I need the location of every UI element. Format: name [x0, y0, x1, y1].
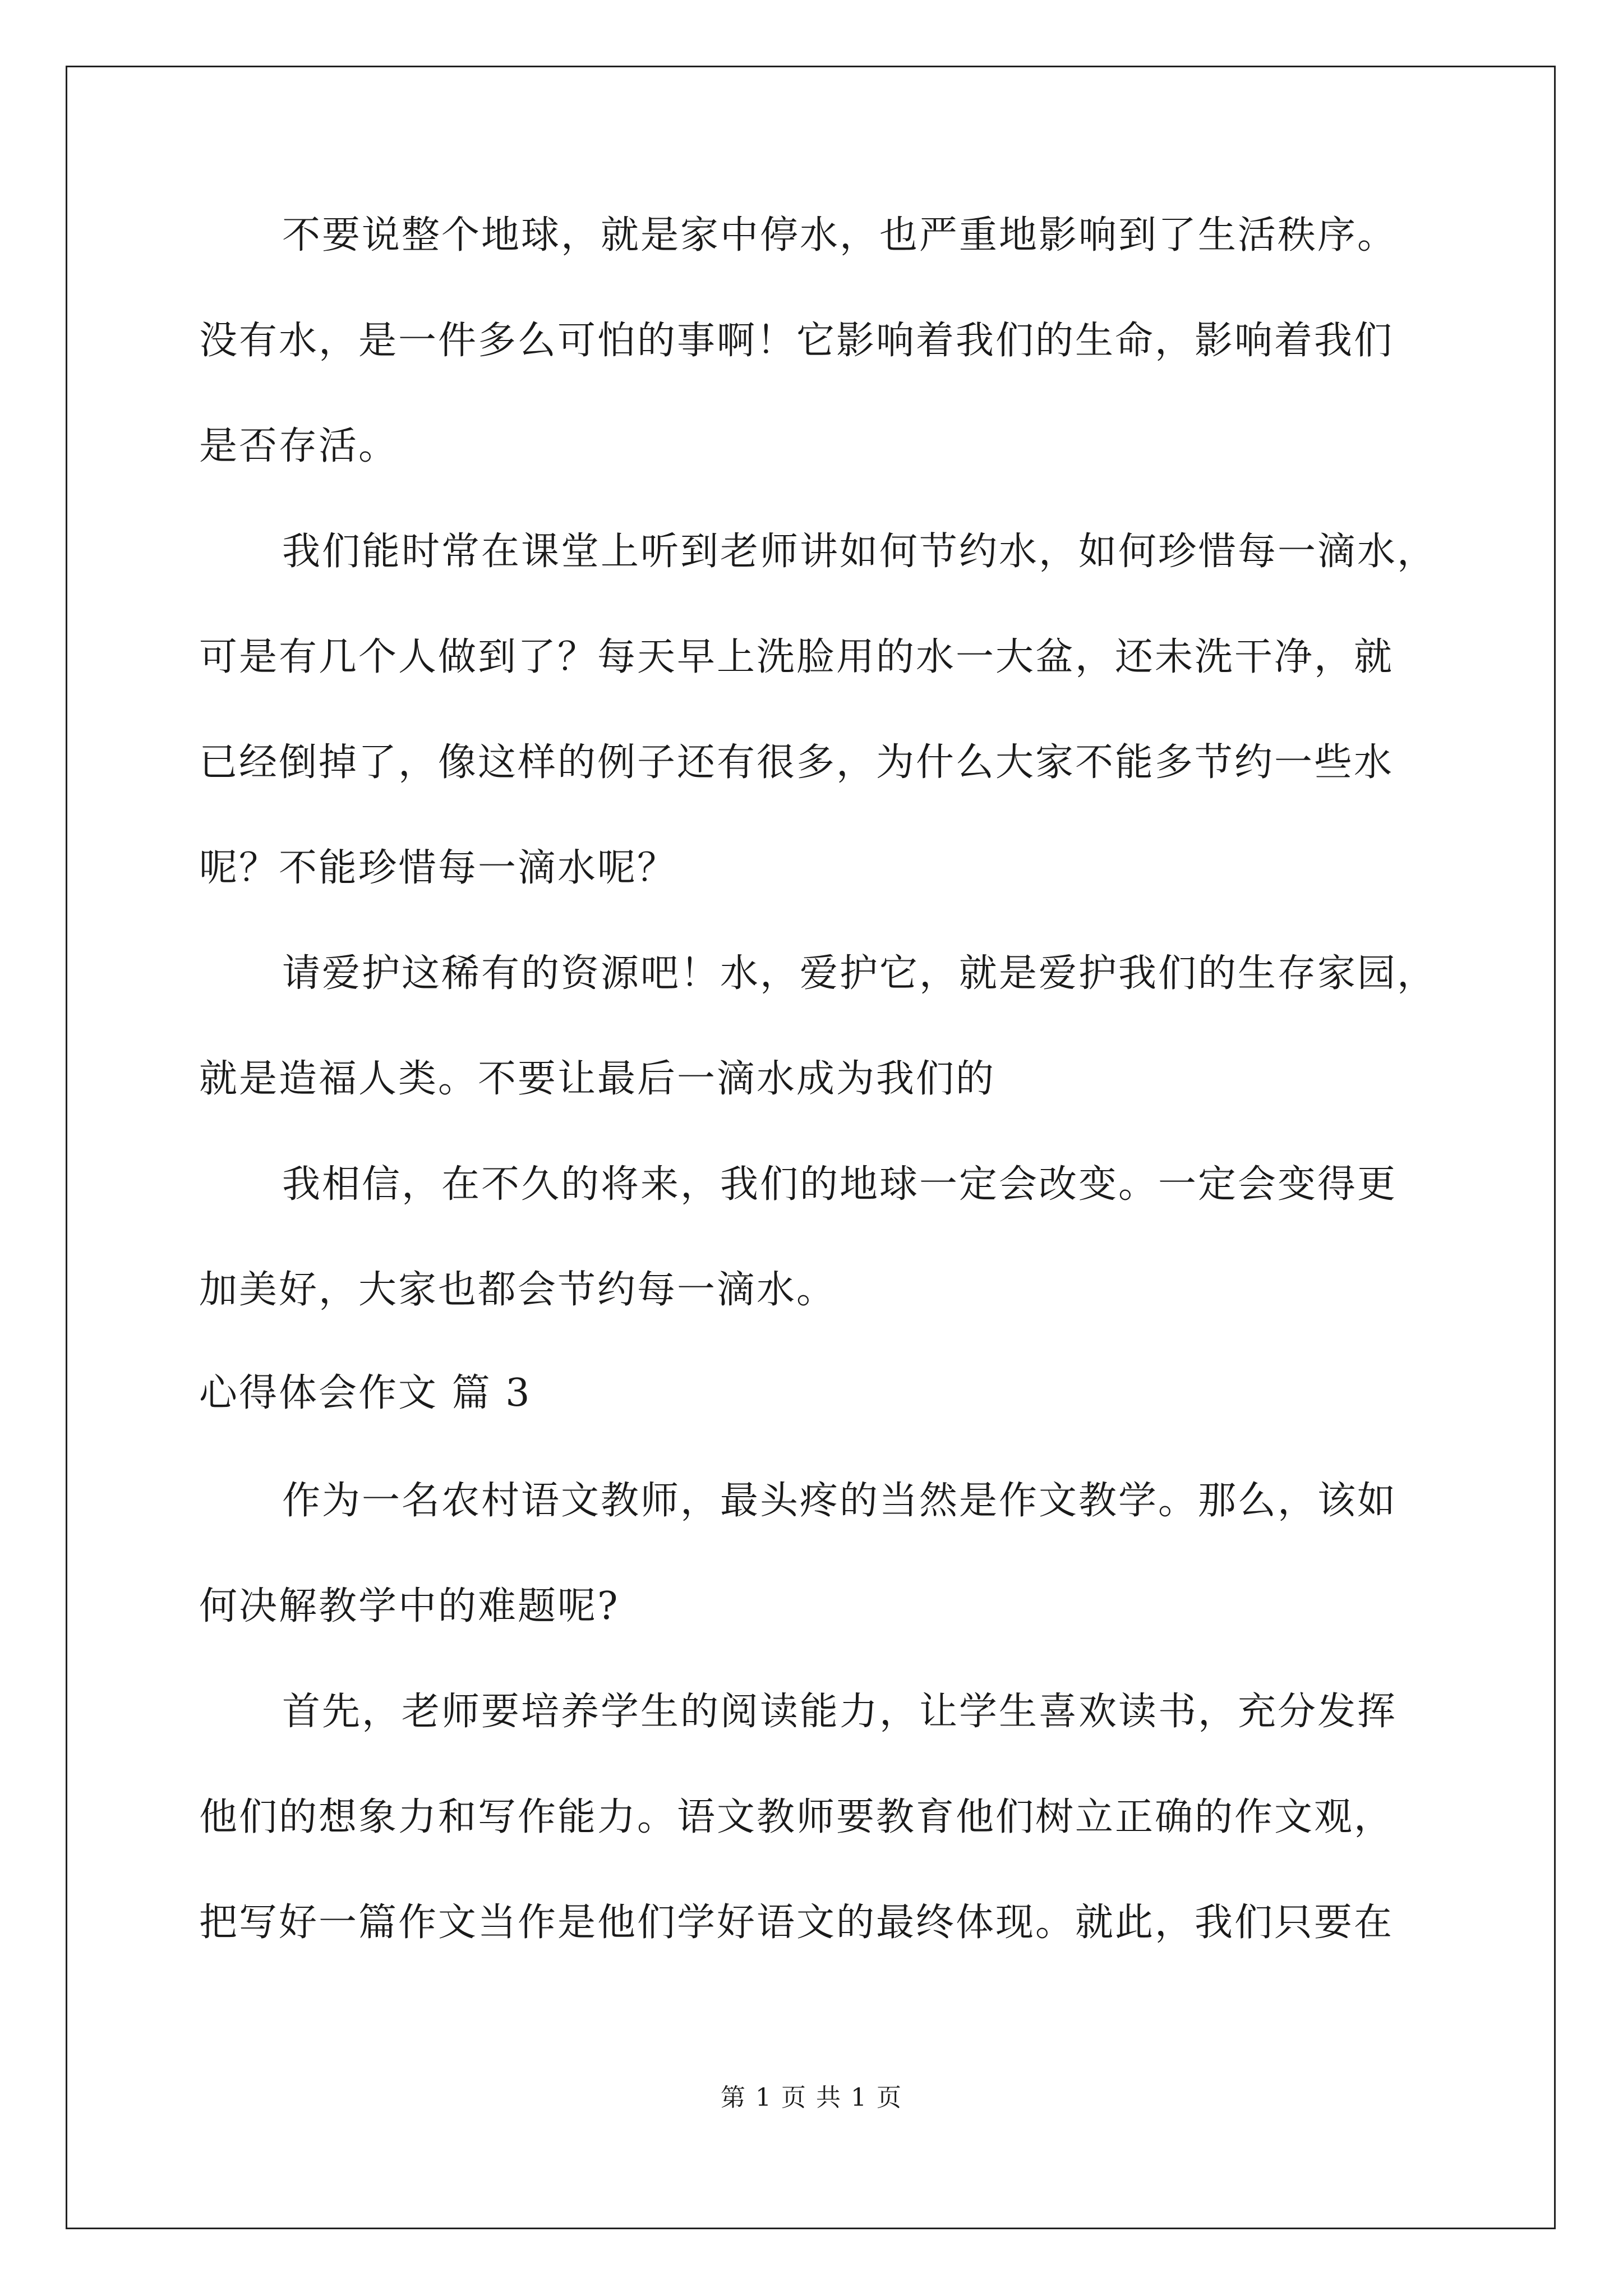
paragraph-line: 首先，老师要培养学生的阅读能力，让学生喜欢读书，充分发挥 — [282, 1690, 1398, 1734]
paragraph-line: 不要说整个地球，就是家中停水，也严重地影响到了生活秩序。 — [282, 213, 1398, 257]
paragraph-line: 把写好一篇作文当作是他们学好语文的最终体现。就此，我们只要在 — [199, 1901, 1394, 1945]
paragraph-line: 可是有几个人做到了？每天早上洗脸用的水一大盆，还未洗干净，就 — [199, 635, 1394, 679]
paragraph-line: 没有水，是一件多么可怕的事啊！它影响着我们的生命，影响着我们 — [199, 319, 1394, 363]
paragraph-line: 加美好，大家也都会节约每一滴水。 — [199, 1268, 837, 1312]
paragraph-line: 我相信，在不久的将来，我们的地球一定会改变。一定会变得更 — [282, 1162, 1398, 1207]
paragraph-line: 我们能时常在课堂上听到老师讲如何节约水，如何珍惜每一滴水， — [282, 530, 1437, 574]
paragraph-line: 已经倒掉了，像这样的例子还有很多，为什么大家不能多节约一些水 — [199, 740, 1394, 785]
paragraph-line: 作为一名农村语文教师，最头疼的当然是作文教学。那么，该如 — [282, 1479, 1398, 1523]
paragraph-line: 请爱护这稀有的资源吧！水，爱护它，就是爱护我们的生存家园， — [282, 951, 1437, 996]
paragraph-line: 他们的想象力和写作能力。语文教师要教育他们树立正确的作文观， — [199, 1795, 1394, 1839]
page-number-footer: 第 1 页 共 1 页 — [721, 2083, 902, 2112]
paragraph-line: 呢？不能珍惜每一滴水呢？ — [199, 846, 677, 890]
section-heading: 心得体会作文 篇 3 — [199, 1371, 532, 1415]
paragraph-line: 何决解教学中的难题呢? — [199, 1584, 620, 1628]
paragraph-line: 就是造福人类。不要让最后一滴水成为我们的 — [199, 1057, 996, 1101]
paragraph-line: 是否存活。 — [199, 424, 399, 468]
